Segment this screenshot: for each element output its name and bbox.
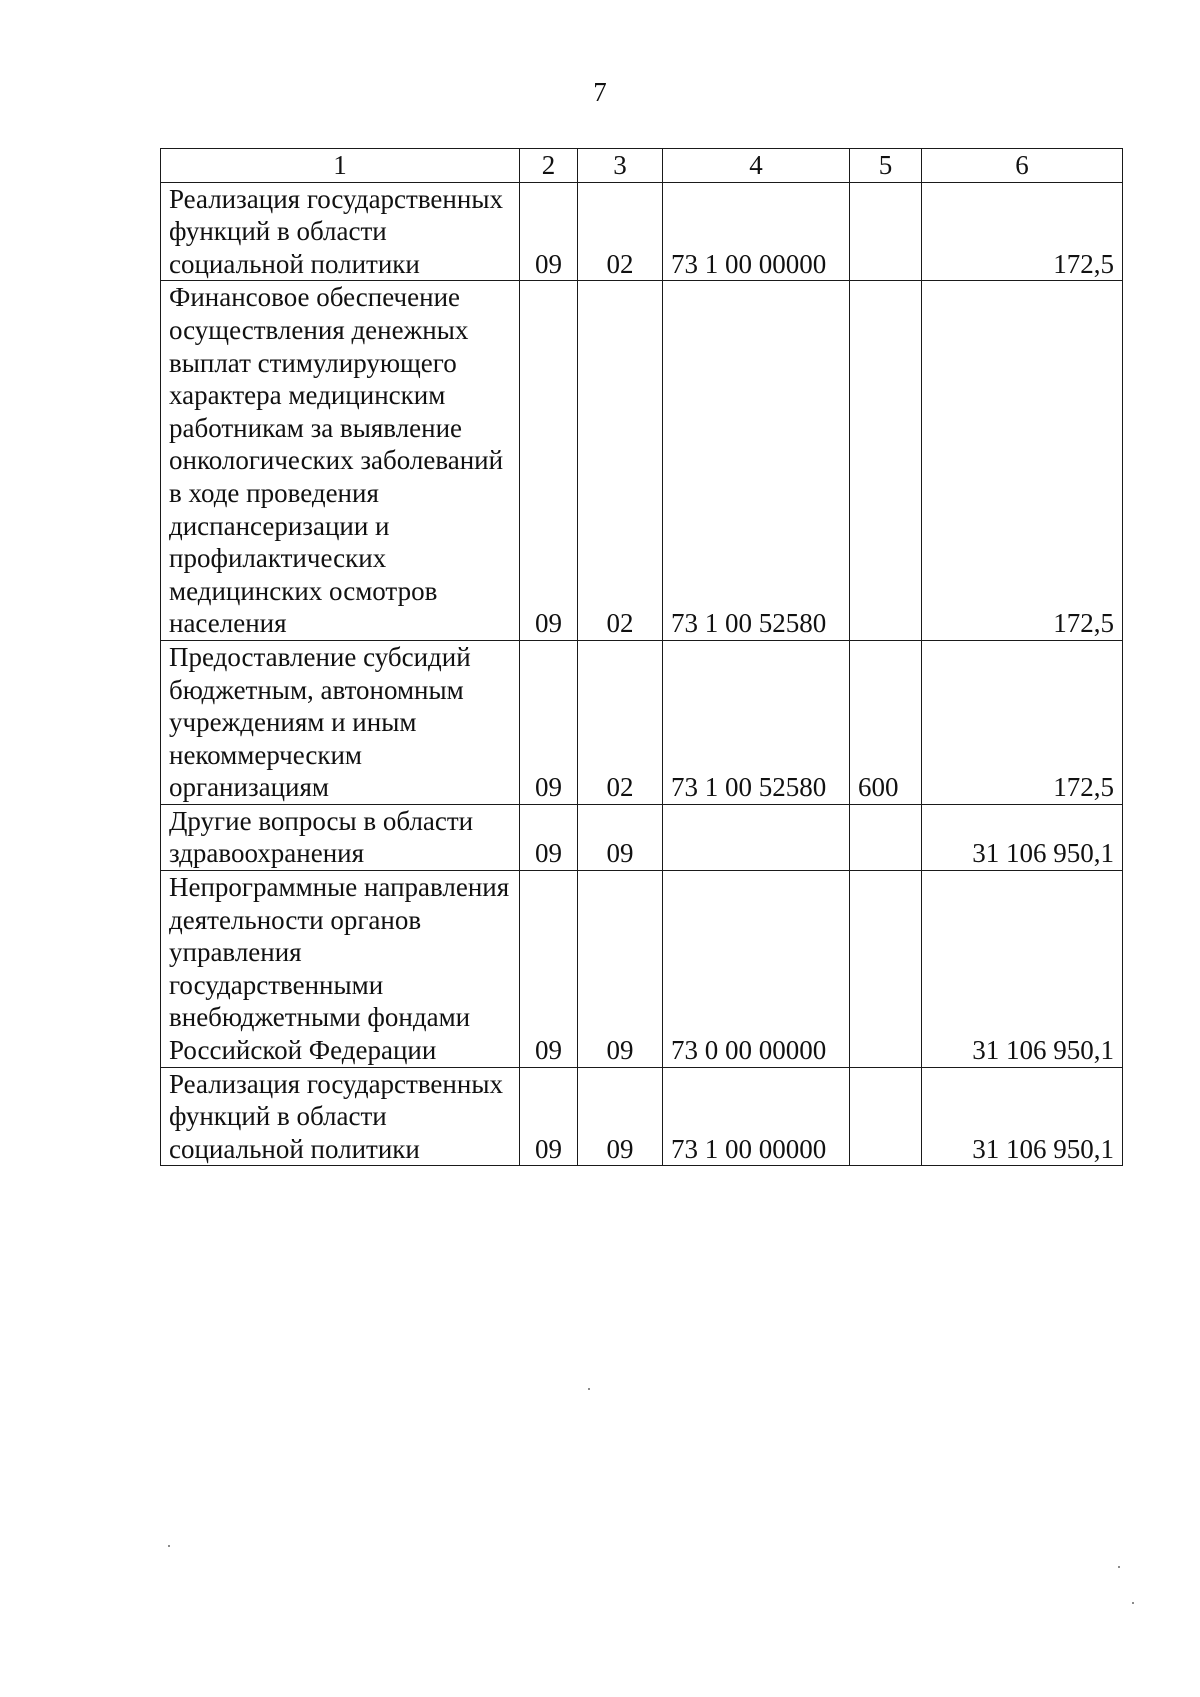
row-subsection: 09: [578, 804, 663, 870]
row-subsection: 09: [578, 1067, 663, 1166]
row-name: Реализация государственных функций в области социальной политики: [161, 1067, 520, 1166]
row-section: 09: [520, 640, 578, 804]
table-row: [161, 640, 1123, 804]
header-cell-2: 2: [520, 149, 578, 183]
row-name: Другие вопросы в области здравоохранения: [161, 804, 520, 870]
row-expense-type: [850, 281, 922, 641]
row-expense-type: [850, 182, 922, 281]
row-target-item: 73 1 00 52580: [663, 281, 850, 641]
row-subsection: 02: [578, 182, 663, 281]
scan-speck: [588, 1388, 590, 1390]
scan-speck: [168, 1545, 170, 1547]
row-name: Реализация государственных функций в области социальной политики: [161, 182, 520, 281]
row-section: 09: [520, 871, 578, 1068]
row-expense-type: [850, 871, 922, 1068]
header-cell-3: 3: [578, 149, 663, 183]
row-name: Непрограммные направления деятельности органов управления государственными внебюджетными фондами Российской Федерации: [161, 871, 520, 1068]
row-expense-type: [850, 804, 922, 870]
header-row: [161, 149, 1123, 183]
row-amount: 172,5: [922, 640, 1123, 804]
row-target-item: 73 1 00 52580: [663, 640, 850, 804]
row-amount: 172,5: [922, 281, 1123, 641]
table-row: [161, 804, 1123, 870]
row-target-item: 73 0 00 00000: [663, 871, 850, 1068]
row-subsection: 02: [578, 640, 663, 804]
row-amount: 172,5: [922, 182, 1123, 281]
row-target-item: 73 1 00 00000: [663, 1067, 850, 1166]
row-section: 09: [520, 804, 578, 870]
row-section: 09: [520, 182, 578, 281]
table-row: [161, 281, 1123, 641]
row-amount: 31 106 950,1: [922, 1067, 1123, 1166]
header-cell-5: 5: [850, 149, 922, 183]
row-target-item: 73 1 00 00000: [663, 182, 850, 281]
table-row: [161, 1067, 1123, 1166]
scan-speck: [1118, 1566, 1120, 1568]
row-name: Финансовое обеспечение осуществления денежных выплат стимулирующего характера медицинским работникам за выявление онкологических заболеваний в ходе проведения диспансеризации и профилактических медицинских осмотров населения: [161, 281, 520, 641]
row-amount: 31 106 950,1: [922, 871, 1123, 1068]
page-number: 7: [593, 77, 607, 107]
row-section: 09: [520, 1067, 578, 1166]
budget-table: [160, 148, 1123, 1166]
row-subsection: 02: [578, 281, 663, 641]
scan-speck: [1132, 1602, 1134, 1604]
row-target-item: [663, 804, 850, 870]
row-section: 09: [520, 281, 578, 641]
table-row: [161, 871, 1123, 1068]
header-cell-1: 1: [161, 149, 520, 183]
header-cell-4: 4: [663, 149, 850, 183]
row-amount: 31 106 950,1: [922, 804, 1123, 870]
table-row: [161, 182, 1123, 281]
row-expense-type: 600: [850, 640, 922, 804]
header-cell-6: 6: [922, 149, 1123, 183]
row-subsection: 09: [578, 871, 663, 1068]
row-name: Предоставление субсидий бюджетным, автономным учреждениям и иным некоммерческим организациям: [161, 640, 520, 804]
row-expense-type: [850, 1067, 922, 1166]
